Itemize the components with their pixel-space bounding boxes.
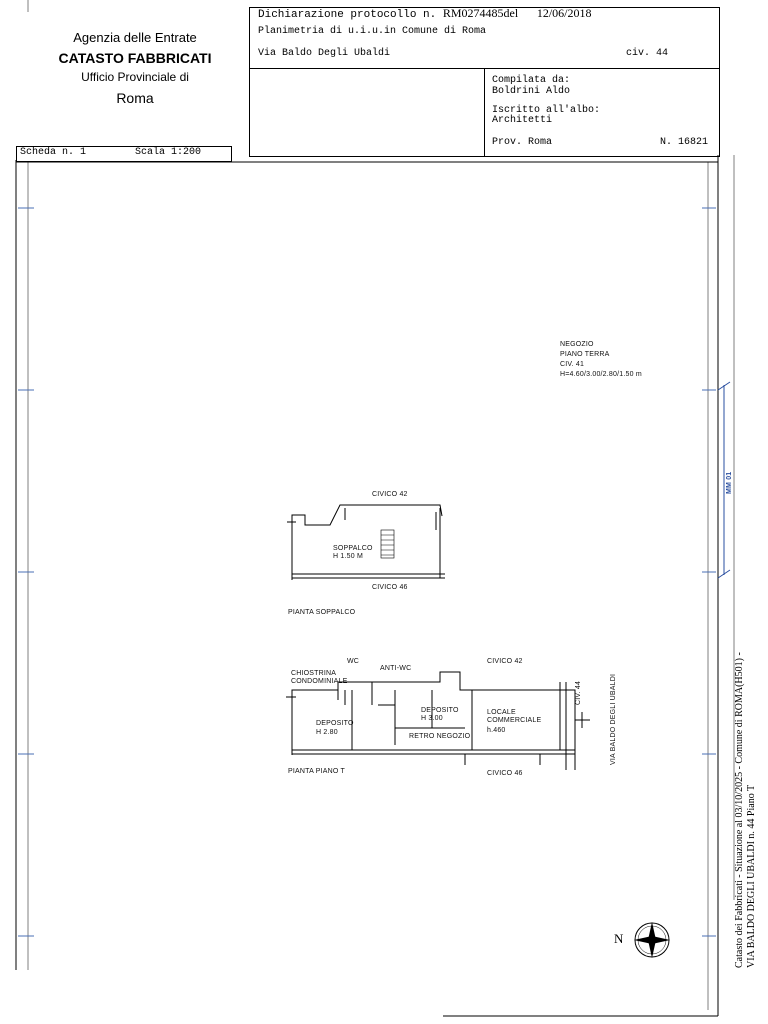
negozio-label (560, 340, 642, 380)
retronegozio-label: RETRO NEGOZIO (409, 733, 471, 740)
deposito2-height: H 3.00 (421, 715, 443, 722)
north-label: N (614, 931, 624, 946)
declaration-label: Dichiarazione protocollo n. (258, 9, 437, 21)
office-name: CATASTO FABBRICATI (58, 50, 212, 66)
soppalco-caption: PIANTA SOPPALCO (288, 609, 356, 616)
footer-line-1: Catasto dei Fabbricati - Situazione al 03/10/2025 - Comune di ROMA(H501) - (734, 652, 745, 968)
terra-civico-top: CIVICO 42 (487, 658, 523, 665)
soppalco-height: H 1.50 M (333, 553, 363, 560)
soppalco-civico-bottom: CIVICO 46 (372, 584, 408, 591)
negozio-line: PIANO TERRA (560, 351, 610, 358)
scala-label: Scala 1:200 (135, 147, 202, 158)
civ44-label: CIV. 44 (575, 680, 582, 705)
wc-label: WC (347, 658, 360, 665)
civic-number: civ. 44 (626, 48, 669, 59)
office-city: Roma (116, 90, 154, 106)
deposito1-height: H 2.80 (316, 729, 338, 736)
north-arrow-icon (634, 922, 670, 958)
terra-caption: PIANTA PIANO T (288, 768, 345, 775)
compilata-label: Compilata da: (492, 75, 571, 86)
negozio-line: NEGOZIO (560, 341, 594, 348)
iscritto-label: Iscritto all'albo: (492, 105, 601, 116)
locale-label-2: COMMERCIALE (487, 717, 542, 724)
negozio-line: CIV. 41 (560, 361, 585, 368)
negozio-line: H=4.60/3.00/2.80/1.50 m (560, 371, 642, 378)
protocol-number: RM0274485 (442, 6, 504, 20)
soppalco-civico-top: CIVICO 42 (372, 491, 408, 498)
soppalco-room: SOPPALCO (333, 545, 373, 552)
terra-civico-bottom: CIVICO 46 (487, 770, 523, 777)
locale-label-1: LOCALE (487, 709, 516, 716)
chiostrina-label: CHIOSTRINA (291, 670, 337, 677)
iscritto-value: Architetti (492, 115, 553, 126)
locale-height: h.460 (487, 727, 506, 734)
del-label: del (503, 6, 519, 20)
declaration-date: 12/06/2018 (536, 6, 592, 20)
scheda-label: Scheda n. 1 (20, 147, 87, 158)
compilata-name: Boldrini Aldo (492, 86, 571, 97)
prov-label: Prov. Roma (492, 137, 553, 148)
registration-number: N. 16821 (660, 137, 709, 148)
deposito2-label: DEPOSITO (421, 707, 459, 714)
planimetria-line: Planimetria di u.i.u.in Comune di Roma (258, 26, 487, 37)
deposito1-label: DEPOSITO (316, 720, 354, 727)
provincial-office: Ufficio Provinciale di (81, 70, 189, 84)
via-label: VIA BALDO DEGLI UBALDI (610, 673, 617, 765)
footer-line-2: VIA BALDO DEGLI UBALDI n. 44 Piano T (746, 784, 757, 968)
condominiale-label: CONDOMINIALE (291, 678, 348, 685)
agency-name: Agenzia delle Entrate (73, 30, 197, 45)
antiwc-label: ANTI-WC (380, 665, 412, 672)
address-line: Via Baldo Degli Ubaldi (258, 48, 391, 59)
side-mark-label: MM 01 (726, 471, 733, 494)
